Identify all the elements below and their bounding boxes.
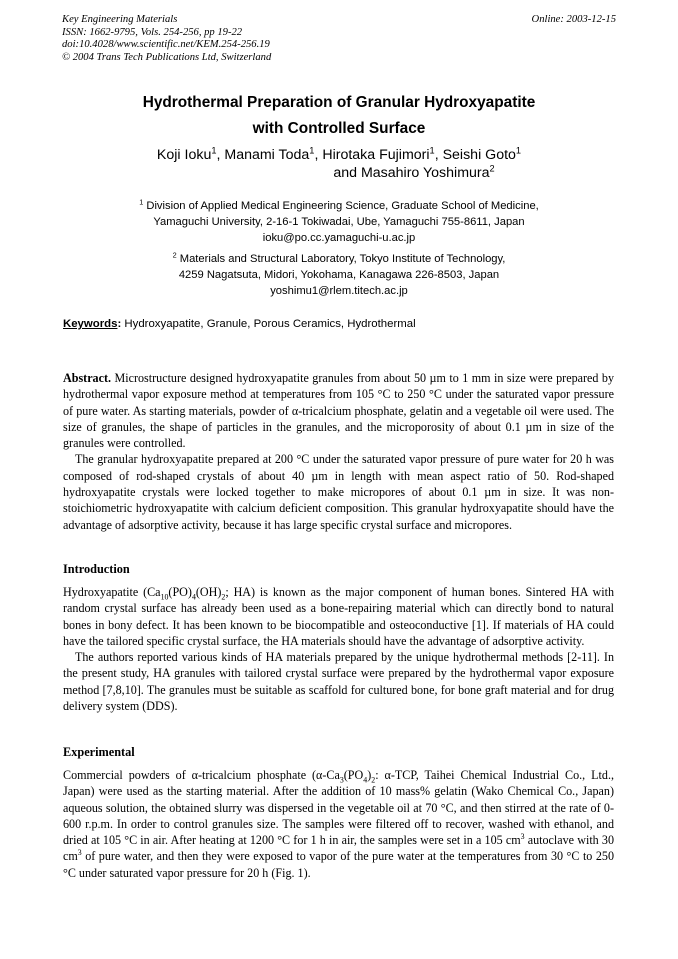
author-name: Seishi Goto bbox=[442, 147, 516, 163]
affiliation-line: Division of Applied Medical Engineering Science, Graduate School of Medicine, bbox=[146, 200, 539, 212]
doi-line: doi:10.4028/www.scientific.net/KEM.254-256.19 bbox=[62, 39, 270, 51]
abstract-paragraph-1 bbox=[63, 370, 614, 451]
affiliation-1 bbox=[0, 198, 678, 246]
clipped-header-line bbox=[62, 64, 271, 70]
introduction-body bbox=[63, 584, 614, 714]
experimental-body bbox=[63, 767, 614, 881]
affiliation-email: ioku@po.cc.yamaguchi-u.ac.jp bbox=[262, 232, 416, 244]
author-line-2 bbox=[0, 164, 678, 182]
author-name: Masahiro Yoshimura bbox=[360, 165, 490, 181]
author-affiliation-mark: 1 bbox=[309, 145, 315, 156]
title-line-2: with Controlled Surface bbox=[252, 120, 426, 137]
author-name: Manami Toda bbox=[224, 147, 310, 163]
abstract-paragraph-2: The granular hydroxyapatite prepared at 200 °C under the saturated vapor pressure of pure water for 20 h was composed of rod-shaped crystals of about 40 µm in length with mean aspect ratio of 50. Rod-shaped hydroxyapatite crystals were locked together to make micropores of about 0.1 µm in size. It was non-stoichiometric hydroxyapatite with calcium deficient composition. This granular hydroxyapatite should have the advantage of adsorptive activity, because it has large specific crystal surface and micropores. bbox=[63, 452, 614, 532]
section-heading-introduction: Introduction bbox=[63, 562, 130, 576]
author-affiliation-mark: 1 bbox=[515, 145, 522, 156]
author-affiliation-mark: 2 bbox=[489, 163, 495, 174]
affiliation-line: Materials and Structural Laboratory, Tokyo Institute of Technology, bbox=[179, 253, 506, 265]
author-line-1: Koji Ioku$^1$, Manami Toda$^1$, Hirotaka Fujimori$^1$, Seishi Goto$^1$ bbox=[156, 145, 522, 163]
affiliation-email: yoshimu1@rlem.titech.ac.jp bbox=[270, 285, 408, 297]
affiliation-line: 4259 Nagatsuta, Midori, Yokohama, Kanagawa 226-8503, Japan bbox=[178, 269, 500, 281]
intro-paragraph-2: The authors reported various kinds of HA materials prepared by the unique hydrothermal methods [2-11]. In the present study, HA granules with tailored crystal surface were prepared by the hydrothermal vapor exposure method [7,8,10]. The granules must be suitable as scaffold for cultured bone, for bone graft material and for drug delivery system (DDS). bbox=[63, 650, 614, 714]
author-affiliation-mark: 1 bbox=[211, 145, 217, 156]
author-affiliation-mark: 1 bbox=[429, 145, 435, 156]
affiliation-line: Yamaguchi University, 2-16-1 Tokiwadai, Ube, Yamaguchi 755-8611, Japan bbox=[153, 216, 525, 228]
online-date: Online: 2003-12-15 bbox=[531, 14, 616, 25]
journal-header bbox=[62, 14, 271, 70]
keywords-label: Keywords bbox=[63, 318, 118, 330]
issn-line: ISSN: 1662-9795, Vols. 254-256, pp 19-22 bbox=[62, 26, 243, 38]
paper-title bbox=[0, 90, 678, 142]
author-name: Koji Ioku bbox=[156, 147, 212, 163]
abstract bbox=[63, 370, 614, 533]
experimental-paragraph: Commercial powders of α-tricalcium phosphate ($\alpha-Ca_3(PO_4)_2$: α-TCP, Taihei Chemical Industrial Co., Ltd., Japan) were used as the starting material. After the addition of 10 mass% gelatin (Wako Chemical Co., Japan) aqueous solution, the obtained slurry was dispersed in the vegetable oil at 70 °C, and then stirred at the rate of 0-600 r.p.m. In order to control granules size. The samples were filtered off to recover, washed with ethanol, and dried at 105 °C in air. After heating at 1200 °C for 1 h in air, the samples were set in a 105 $cm^3$ autoclave with 30 $cm^3$ of pure water, and then they were exposed to vapor of the pure water at the temperatures from 30 °C to 250 °C under saturated vapor pressure for 20 h (Fig. 1). bbox=[63, 768, 614, 880]
title-line-1: Hydrothermal Preparation of Granular Hydroxyapatite bbox=[142, 94, 536, 111]
copyright-line: © 2004 Trans Tech Publications Ltd, Switzerland bbox=[62, 51, 272, 63]
abstract-label: Abstract. bbox=[63, 371, 112, 385]
author-conjunction: and bbox=[333, 165, 361, 181]
keywords: Keywords: Hydroxyapatite, Granule, Porous Ceramics, Hydrothermal bbox=[63, 318, 416, 330]
section-heading-experimental: Experimental bbox=[63, 745, 135, 759]
abstract-text: Microstructure designed hydroxyapatite granules from about 50 µm to 1 mm in size were prepared by hydrothermal vapor exposure method at temperatures from 105 °C to 250 °C under the saturated vapor pressure of pure water. As starting materials, powder of α-tricalcium phosphate, gelatin and a vegetable oil were used. The size of granules, the shape of particles in the granules, and the microporosity of about 0.1 µm in size of the granules were controlled. bbox=[63, 371, 614, 451]
journal-name: Key Engineering Materials bbox=[62, 14, 178, 25]
keywords-text: Hydroxyapatite, Granule, Porous Ceramics, Hydrothermal bbox=[124, 318, 416, 330]
affiliation-2 bbox=[0, 251, 678, 299]
author-list bbox=[0, 146, 678, 182]
author-name: Hirotaka Fujimori bbox=[322, 147, 430, 163]
intro-paragraph-1: Hydroxyapatite ($Ca_{10}(PO)_4(OH)_2$; HA) is known as the major component of human bones. Sintered HA with random crystal surface has already been used as a bone-repairing material which can directly bond to natural bones in bony defect. It has been known to be biocompatible and osteoconductive [1]. If materials of HA could have the tailored specific crystal surface, the HA materials should have the advantage of adsorptive activity. bbox=[63, 585, 614, 648]
affiliation-mark: 2 bbox=[172, 250, 177, 260]
affiliation-mark: 1 bbox=[139, 197, 144, 207]
